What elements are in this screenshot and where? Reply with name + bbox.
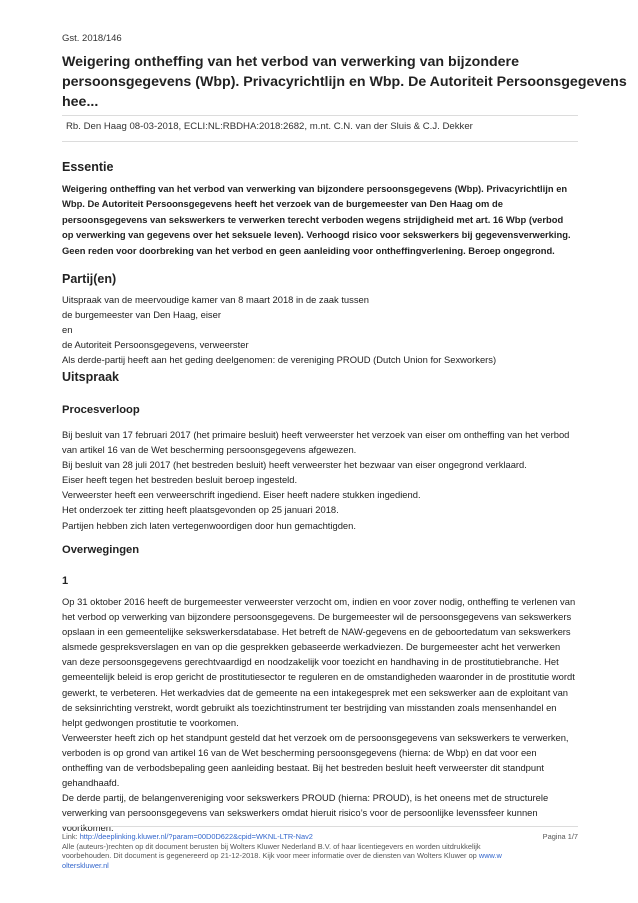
partijen-line: en [62,324,73,336]
procesverloop-heading: Procesverloop [62,404,140,416]
document-title [62,52,627,112]
overwegingen-line: alsmede gespreksverslagen en van op die gesprekken gebaseerde werkadviezen. De burgemeester acht het verwerken [62,641,561,653]
procesverloop-line: Verweerster heeft een verweerschrift ingediend. Eiser heeft nadere stukken ingediend. [62,489,421,501]
wolterskluwer-link-cont[interactable]: olterskluwer.nl [62,860,109,870]
essentie-line: Weigering ontheffing van het verbod van verwerking van bijzondere persoonsgegevens (Wbp). Privacyrichtlijn en [62,183,568,194]
essentie-line: Geen reden voor doorbreking van het verbod en geen aanleiding voor ontheffingverlening. Beroep ongegrond. [62,244,555,256]
overwegingen-line: verboden is op grond van artikel 16 van de Wet bescherming persoonsgegevens (hierna: de Wbp) en dat voor een [62,746,537,758]
overwegingen-line: Verweerster heeft zich op het standpunt gesteld dat het verzoek om de persoonsgegevens van sekswerkers te verwerken, [62,731,569,743]
partijen-text [62,292,582,367]
overwegingen-line: gehandhaafd. [62,777,120,789]
procesverloop-line: Bij besluit van 17 februari 2017 (het primaire besluit) heeft verweerster het verzoek van eiser om ontheffing van het verbod [62,429,570,440]
partijen-heading: Partij(en) [62,272,117,286]
title-line: hee... [62,94,99,110]
generated-text: voorbehouden. Dit document is gegenereerd op 21-12-2018. Kijk voor meer informatie over de diensten van Wolters Kluwer op [62,851,477,861]
overwegingen-line: ontheffing van de verbodsbepaling geen aanleiding bestaat. Bij het bestreden besluit heeft verweerster dit standpunt [62,762,544,774]
deeplink[interactable]: http://deeplinking.kluwer.nl/?param=00D0D622&cpid=WKNL-LTR-Nav2 [79,832,313,841]
wolterskluwer-link[interactable]: www.w [478,851,502,861]
overwegingen-line: helpt gedwongen prostitutie te voorkomen. [62,716,239,728]
essentie-line: op verwerking van gegevens over het seksuele leven). Verhoogd risico voor sekswerkers bij gegevensverwerking. [62,229,571,241]
uitspraak-heading: Uitspraak [62,370,119,384]
overwegingen-line: verwerking van persoonsgegevens van sekswerkers omdat hieruit risico’s voor de persoonlijke levenssfeer kunnen [62,807,538,819]
generated-line [62,851,578,861]
partijen-line: de burgemeester van Den Haag, eiser [62,309,221,321]
generated-line-cont [62,861,578,871]
overwegingen-line: het verbod op verwerking van bijzondere persoonsgegevens. De burgemeester wil de persoonsgegevens van sekswerkers [62,611,572,623]
footer-divider [62,826,578,827]
procesverloop-line: Bij besluit van 28 juli 2017 (het bestreden besluit) heeft verweerster het bezwaar van eiser ongegrond verklaard. [62,459,527,471]
footer-link-label: Link: [62,832,78,841]
procesverloop-line: Eiser heeft tegen het bestreden besluit beroep ingesteld. [62,474,298,486]
divider [62,141,578,142]
essentie-heading: Essentie [62,160,114,174]
overwegingen-line: van deze persoonsgegevens gerechtvaardigd en noodzakelijk voor toezicht en handhaving in de prostitutiebranche. Het [62,656,559,668]
overwegingen-line: De derde partij, de belangenvereniging voor sekswerkers PROUD (hierna: PROUD), is het oneens met de structurele [62,792,549,804]
partijen-line: Als derde-partij heeft aan het geding deelgenomen: de vereniging PROUD (Dutch Union for Sexworkers) [62,354,497,366]
title-line: persoonsgegevens (Wbp). Privacyrichtlijn en Wbp. De Autoriteit Persoonsgegevens [62,74,627,90]
overwegingen-heading: Overwegingen [62,544,140,556]
overwegingen-line: Op 31 oktober 2016 heeft de burgemeester verweerster verzocht om, indien en voor zover nodig, ontheffing te verlenen van [62,596,576,607]
page-number: Pagina 1/7 [542,832,578,841]
document-reference: Gst. 2018/146 [62,33,122,44]
overwegingen-line: de seksinrichting verstrekt, wordt gebruikt als toezichtinstrument ter bestrijding van misstanden zoals mensenhandel en [62,701,557,713]
case-citation: Rb. Den Haag 08-03-2018, ECLI:NL:RBDHA:2018:2682, m.nt. C.N. van der Sluis & C.J. Dekker [66,121,473,132]
partijen-line: de Autoriteit Persoonsgegevens, verweerster [62,339,249,351]
procesverloop-line: van artikel 16 van de Wet bescherming persoonsgegevens afgewezen. [62,444,357,456]
paragraph-number: 1 [62,575,69,587]
page-footer [62,832,578,870]
overwegingen-text [62,594,582,836]
procesverloop-text [62,427,582,533]
divider [62,115,578,116]
procesverloop-line: Het onderzoek ter zitting heeft plaatsgevonden op 25 januari 2018. [62,504,339,516]
overwegingen-line: opslaan in een gemeentelijke sekswerkersdatabase. Het betreft de NAW-gegevens en de geboortedatum van sekswerkers [62,626,571,638]
essentie-line: persoonsgegevens van sekswerkers te verwerken terecht verboden wegens strijdigheid met art. 16 Wbp (verbod [62,213,564,225]
overwegingen-line: gemeentelijk beleid is erop gericht de prostitutiesector te reguleren en de omstandigheden waaronder in de prostitutie wordt [62,671,575,683]
overwegingen-line: voortkomen. [62,822,114,834]
procesverloop-line: Partijen hebben zich laten vertegenwoordigen door hun gemachtigden. [62,519,356,531]
footer-link-line [62,832,578,842]
partijen-line: Uitspraak van de meervoudige kamer van 8 maart 2018 in de zaak tussen [62,294,369,305]
essentie-text [62,181,582,258]
overwegingen-line: gewerkt, te verbeteren. Het werkadvies dat de gemeente na een intakegesprek met een sekswerker aan de exploitant van [62,686,569,698]
essentie-line: Wbp. De Autoriteit Persoonsgegevens heeft het verzoek van de burgemeester van Den Haag om de [62,198,503,210]
title-line: Weigering ontheffing van het verbod van verwerking van bijzondere [62,54,519,70]
copyright-line: Alle (auteurs-)rechten op dit document berusten bij Wolters Kluwer Nederland B.V. of haar licentiegevers en worden uitdrukkelijk [62,841,481,851]
